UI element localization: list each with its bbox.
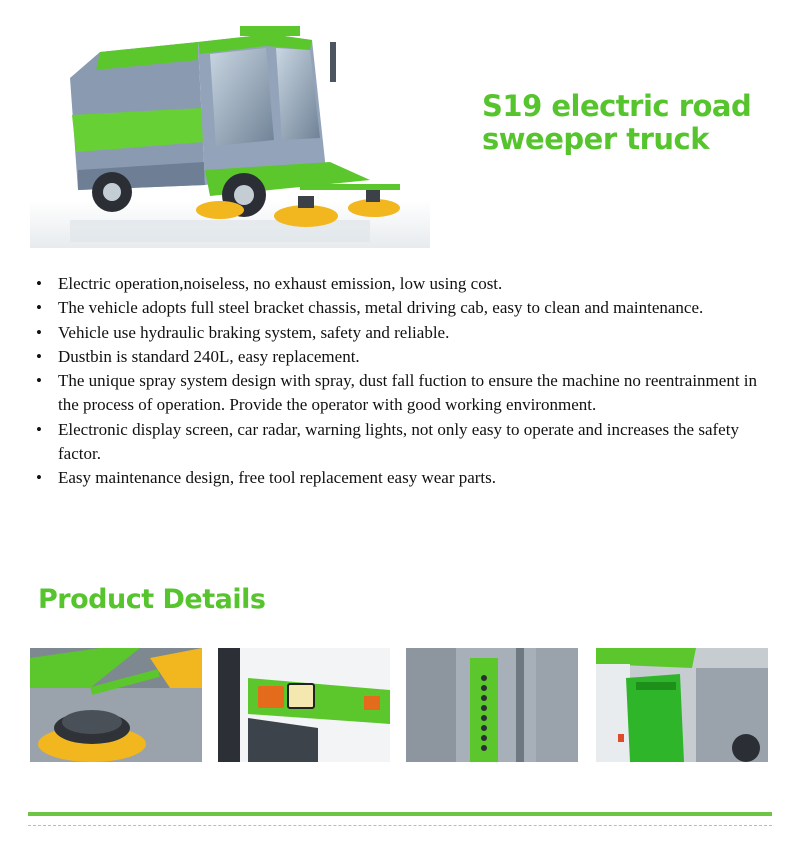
feature-list bbox=[36, 272, 776, 491]
feature-item: • Electronic display screen, car radar, warning lights, not only easy to operate and increases the safety factor. bbox=[36, 418, 776, 467]
feature-item: • Easy maintenance design, free tool replacement easy wear parts. bbox=[36, 466, 776, 490]
detail-image-control-panel bbox=[406, 648, 578, 762]
detail-image-side-brush bbox=[30, 648, 202, 762]
product-details-heading: Product Details bbox=[38, 584, 266, 615]
feature-item: • The unique spray system design with spray, dust fall fuction to ensure the machine no reentrainment in the process of operation. Provide the operator with good working environment. bbox=[36, 369, 776, 418]
detail-image-dustbin bbox=[596, 648, 768, 762]
feature-item: • Electric operation,noiseless, no exhaust emission, low using cost. bbox=[36, 272, 776, 296]
feature-item: • The vehicle adopts full steel bracket chassis, metal driving cab, easy to clean and maintenance. bbox=[36, 296, 776, 320]
detail-image-warning-lights bbox=[218, 648, 390, 762]
feature-item: • Vehicle use hydraulic braking system, safety and reliable. bbox=[36, 321, 776, 345]
divider-dashed bbox=[28, 825, 772, 826]
product-title: S19 electric road sweeper truck bbox=[482, 89, 752, 156]
divider-solid bbox=[28, 812, 772, 816]
feature-item: • Dustbin is standard 240L, easy replacement. bbox=[36, 345, 776, 369]
hero-truck-image bbox=[30, 20, 430, 248]
